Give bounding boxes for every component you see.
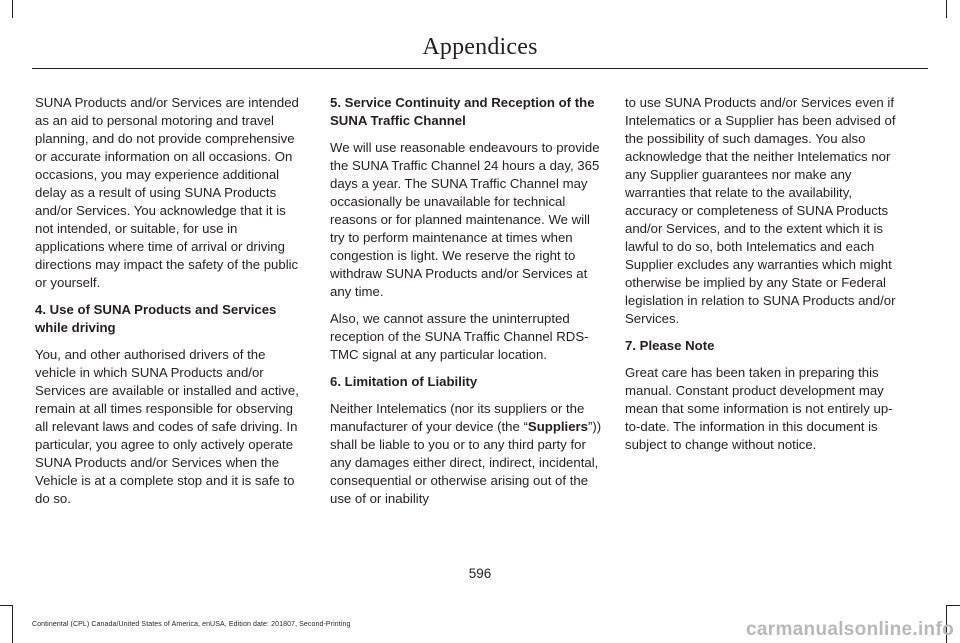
crop-mark-bottom-left-vertical <box>12 605 13 643</box>
liability-text-end: ”)) shall be liable to you or to any third party for any damages either direct, indirect, incidental, consequential or otherwise arising out of the use of or inability <box>330 419 602 506</box>
page-title: Appendices <box>422 34 538 60</box>
text-column-2 <box>330 94 602 517</box>
crop-mark-bottom-left-horizontal <box>0 605 12 606</box>
text-column-3 <box>625 94 897 463</box>
header-divider <box>32 68 928 69</box>
heading-section-5: 5. Service Continuity and Reception of the SUNA Traffic Channel <box>330 95 595 128</box>
heading-section-6: 6. Limitation of Liability <box>330 374 478 389</box>
crop-mark-bottom-right-horizontal <box>947 605 960 606</box>
suppliers-term: Suppliers <box>527 419 588 434</box>
heading-section-4: 4. Use of SUNA Products and Services while driving <box>35 302 277 335</box>
paragraph-reception: Also, we cannot assure the uninterrupted reception of the SUNA Traffic Channel RDS-TMC signal at any particular location. <box>330 311 589 362</box>
paragraph-suna-intended-use: SUNA Products and/or Services are intended as an aid to personal motoring and travel planning, and do not provide comprehensive or accurate information on all occasions. On occasions, you may experience additional delay as a result of using SUNA Products and/or Services. You acknowledge that it is not intended, or suitable, for use in applications where time of arrival or driving directions may impact the safety of the public or yourself. <box>35 95 299 290</box>
text-column-1 <box>35 94 307 517</box>
page-number: 596 <box>468 566 492 581</box>
crop-mark-top-left-vertical <box>12 0 13 18</box>
paragraph-service-continuity: We will use reasonable endeavours to provide the SUNA Traffic Channel 24 hours a day, 365 days a year. The SUNA Traffic Channel may occasionally be unavailable for technical reasons or for planned maintenance. We will try to perform maintenance at times when congestion is light. We reserve the right to withdraw SUNA Products and/or Services at any time. <box>330 140 600 299</box>
paragraph-please-note: Great care has been taken in preparing this manual. Constant product development may mean that some information is not entirely up-to-date. The information in this document is subject to change without notice. <box>625 365 893 452</box>
heading-section-7: 7. Please Note <box>625 338 715 353</box>
paragraph-use-while-driving: You, and other authorised drivers of the vehicle in which SUNA Products and/or Services are available or installed and active, remain at all times responsible for observing all relevant laws and codes of safe driving. In particular, you agree to only actively operate SUNA Products and/or Services when the Vehicle is at a complete stop and it is safe to do so. <box>35 347 299 506</box>
crop-mark-top-right-vertical <box>946 0 947 18</box>
paragraph-liability-continued: to use SUNA Products and/or Services even if Intelematics or a Supplier has been advised of the possibility of such damages. You also acknowledge that the neither Intelematics nor any Supplier guarantees nor make any warranties that relate to the availability, accuracy or completeness of SUNA Products and/or Services, and to the extent which it is lawful to do so, both Intelematics and each Supplier excludes any warranties which might otherwise be implied by any State or Federal legislation in relation to SUNA Products and/or Services. <box>625 95 896 326</box>
liability-text-start: Neither Intelematics (nor its suppliers or the manufacturer of your device (the “ <box>330 401 585 434</box>
watermark: carmanualsonline.info <box>746 619 954 640</box>
edition-footer: Continental (CPL) Canada/United States of America, enUSA, Edition date: 201807, Second-Printing <box>32 621 351 628</box>
paragraph-limitation-of-liability <box>330 400 602 508</box>
